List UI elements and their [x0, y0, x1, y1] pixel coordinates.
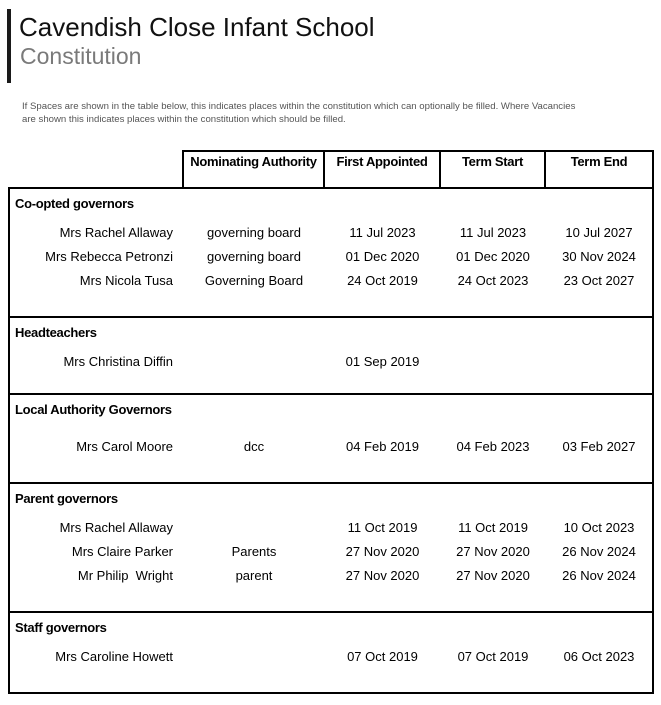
first-appointed: 24 Oct 2019 — [347, 273, 418, 288]
governor-name: Mrs Carol Moore — [76, 439, 173, 454]
table-bottom-border — [8, 692, 654, 694]
first-appointed: 11 Oct 2019 — [347, 520, 418, 535]
note-line: If Spaces are shown in the table below, this indicates places within the constitution which can optionally be filled. Where Vacancies — [22, 101, 576, 112]
first-appointed: 04 Feb 2019 — [345, 439, 419, 454]
term-start: 27 Nov 2020 — [456, 568, 530, 583]
term-start: 01 Dec 2020 — [456, 249, 530, 264]
section-title: Headteachers — [15, 325, 97, 340]
page-title: Cavendish Close Infant School — [19, 12, 375, 42]
nominating-authority: parent — [235, 568, 273, 583]
nominating-authority: Governing Board — [204, 273, 304, 288]
section-divider — [8, 393, 654, 395]
first-appointed: 27 Nov 2020 — [345, 544, 420, 559]
first-appointed: 11 Jul 2023 — [349, 225, 416, 240]
page-subtitle: Constitution — [20, 43, 142, 69]
table-left-border — [8, 187, 10, 694]
explanatory-note — [22, 101, 647, 126]
governor-name: Mrs Rachel Allaway — [59, 520, 173, 535]
first-appointed: 07 Oct 2019 — [347, 649, 418, 664]
nominating-authority: dcc — [243, 439, 265, 454]
section-divider — [8, 611, 654, 613]
governor-name: Mrs Rebecca Petronzi — [45, 249, 173, 264]
nominating-authority: governing board — [207, 249, 301, 264]
section-divider — [8, 482, 654, 484]
term-start: 07 Oct 2019 — [457, 649, 529, 664]
section-title: Staff governors — [15, 620, 107, 635]
note-line: are shown this indicates places within the constitution which should be filled. — [22, 113, 346, 125]
governor-name: Mrs Christina Diffin — [63, 354, 173, 369]
term-end: 26 Nov 2024 — [562, 568, 636, 583]
term-end: 06 Oct 2023 — [563, 649, 635, 664]
column-header-term-start: Term Start — [461, 154, 524, 169]
column-header-first-appointed: First Appointed — [336, 154, 428, 169]
governor-name: Mrs Rachel Allaway — [59, 225, 173, 240]
first-appointed: 01 Dec 2020 — [345, 249, 420, 264]
governor-name: Mrs Claire Parker — [71, 544, 173, 559]
term-end: 10 Oct 2023 — [563, 520, 635, 535]
term-end: 03 Feb 2027 — [562, 439, 636, 454]
section-title: Local Authority Governors — [15, 402, 172, 417]
section-title: Co-opted governors — [15, 196, 134, 211]
nominating-authority: Parents — [231, 544, 277, 559]
term-end: 23 Oct 2027 — [563, 273, 635, 288]
term-start: 11 Oct 2019 — [458, 520, 528, 535]
term-end: 26 Nov 2024 — [562, 544, 636, 559]
governor-name: Mrs Nicola Tusa — [79, 273, 173, 288]
term-end: 10 Jul 2027 — [565, 225, 633, 240]
governor-name: Mr Philip Wright — [77, 568, 173, 583]
term-start: 27 Nov 2020 — [456, 544, 530, 559]
section-title: Parent governors — [15, 491, 118, 506]
nominating-authority: governing board — [207, 225, 301, 240]
term-start: 04 Feb 2023 — [456, 439, 530, 454]
first-appointed: 01 Sep 2019 — [345, 354, 420, 369]
column-header-authority: Nominating Authority — [190, 154, 317, 169]
title-accent-bar — [7, 9, 11, 83]
column-header-term-end: Term End — [570, 154, 628, 169]
term-start: 24 Oct 2023 — [457, 273, 529, 288]
first-appointed: 27 Nov 2020 — [345, 568, 420, 583]
section-divider — [8, 316, 654, 318]
term-end: 30 Nov 2024 — [562, 249, 636, 264]
term-start: 11 Jul 2023 — [459, 225, 527, 240]
governor-name: Mrs Caroline Howett — [55, 649, 173, 664]
header-divider — [8, 187, 654, 189]
